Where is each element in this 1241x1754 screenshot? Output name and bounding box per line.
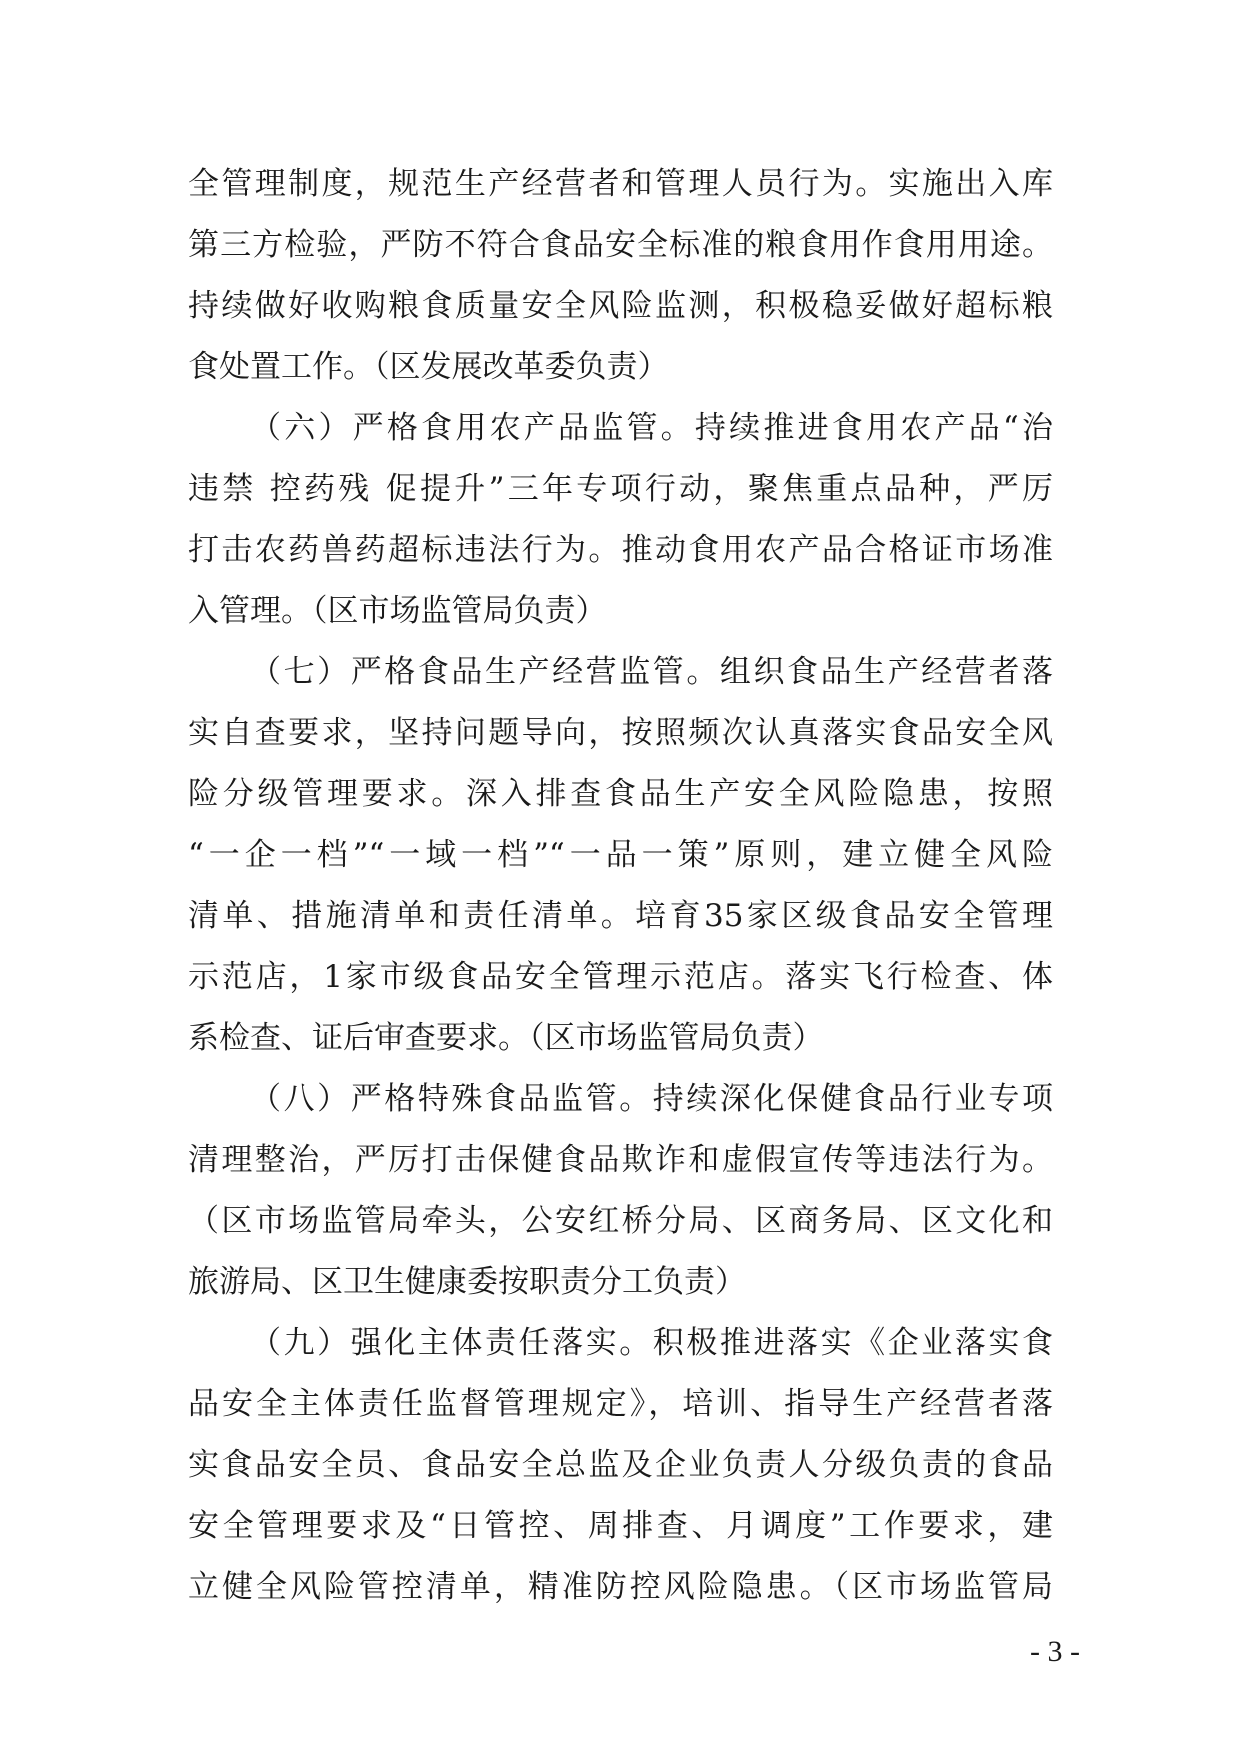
text-line: 系检查、证后审查要求。（区市场监管局负责） [188, 1020, 824, 1056]
text-line: 入管理。（区市场监管局负责） [188, 593, 607, 629]
text-line: 全管理制度，规范生产经营者和管理人员行为。实施出入库 [188, 166, 1053, 202]
text-line: 清单、措施清单和责任清单。培育35家区级食品安全管理 [188, 898, 1053, 934]
document-body [188, 154, 1053, 1618]
paragraph-seven-food-production [188, 642, 1053, 1069]
text-line: 违禁 控药残 促提升”三年专项行动，聚焦重点品种，严厉 [188, 471, 1053, 507]
paragraph-eight-special-food [188, 1069, 1053, 1313]
text-line: 安全管理要求及“日管控、周排查、月调度”工作要求，建 [188, 1508, 1053, 1544]
text-line: “一企一档”“一域一档”“一品一策”原则，建立健全风险 [188, 837, 1053, 873]
text-line: （七）严格食品生产经营监管。组织食品生产经营者落 [250, 654, 1053, 690]
paragraph-grain-safety [188, 154, 1053, 398]
text-line: 示范店，1家市级食品安全管理示范店。落实飞行检查、体 [188, 959, 1053, 995]
text-line: （九）强化主体责任落实。积极推进落实《企业落实食 [250, 1325, 1053, 1361]
text-line: 实自查要求，坚持问题导向，按照频次认真落实食品安全风 [188, 715, 1053, 751]
text-line: 持续做好收购粮食质量安全风险监测，积极稳妥做好超标粮 [188, 288, 1053, 324]
text-line: 险分级管理要求。深入排查食品生产安全风险隐患，按照 [188, 776, 1053, 812]
text-line: 旅游局、区卫生健康委按职责分工负责） [188, 1264, 746, 1300]
text-line: （区市场监管局牵头，公安红桥分局、区商务局、区文化和 [188, 1203, 1053, 1239]
text-line: 实食品安全员、食品安全总监及企业负责人分级负责的食品 [188, 1447, 1053, 1483]
text-line: 清理整治，严厉打击保健食品欺诈和虚假宣传等违法行为。 [188, 1142, 1053, 1178]
text-line: 立健全风险管控清单，精准防控风险隐患。（区市场监管局 [188, 1569, 1053, 1605]
text-line: （八）严格特殊食品监管。持续深化保健食品行业专项 [250, 1081, 1053, 1117]
paragraph-six-agri-products [188, 398, 1053, 642]
text-line: 打击农药兽药超标违法行为。推动食用农产品合格证市场准 [188, 532, 1053, 568]
paragraph-nine-responsibility [188, 1313, 1053, 1618]
page-number: - 3 - [1030, 1635, 1080, 1668]
text-line: （六）严格食用农产品监管。持续推进食用农产品“治 [250, 410, 1053, 446]
text-line: 品安全主体责任监督管理规定》，培训、指导生产经营者落 [188, 1386, 1053, 1422]
text-line: 第三方检验，严防不符合食品安全标准的粮食用作食用用途。 [188, 227, 1053, 263]
text-line: 食处置工作。（区发展改革委负责） [188, 349, 669, 385]
